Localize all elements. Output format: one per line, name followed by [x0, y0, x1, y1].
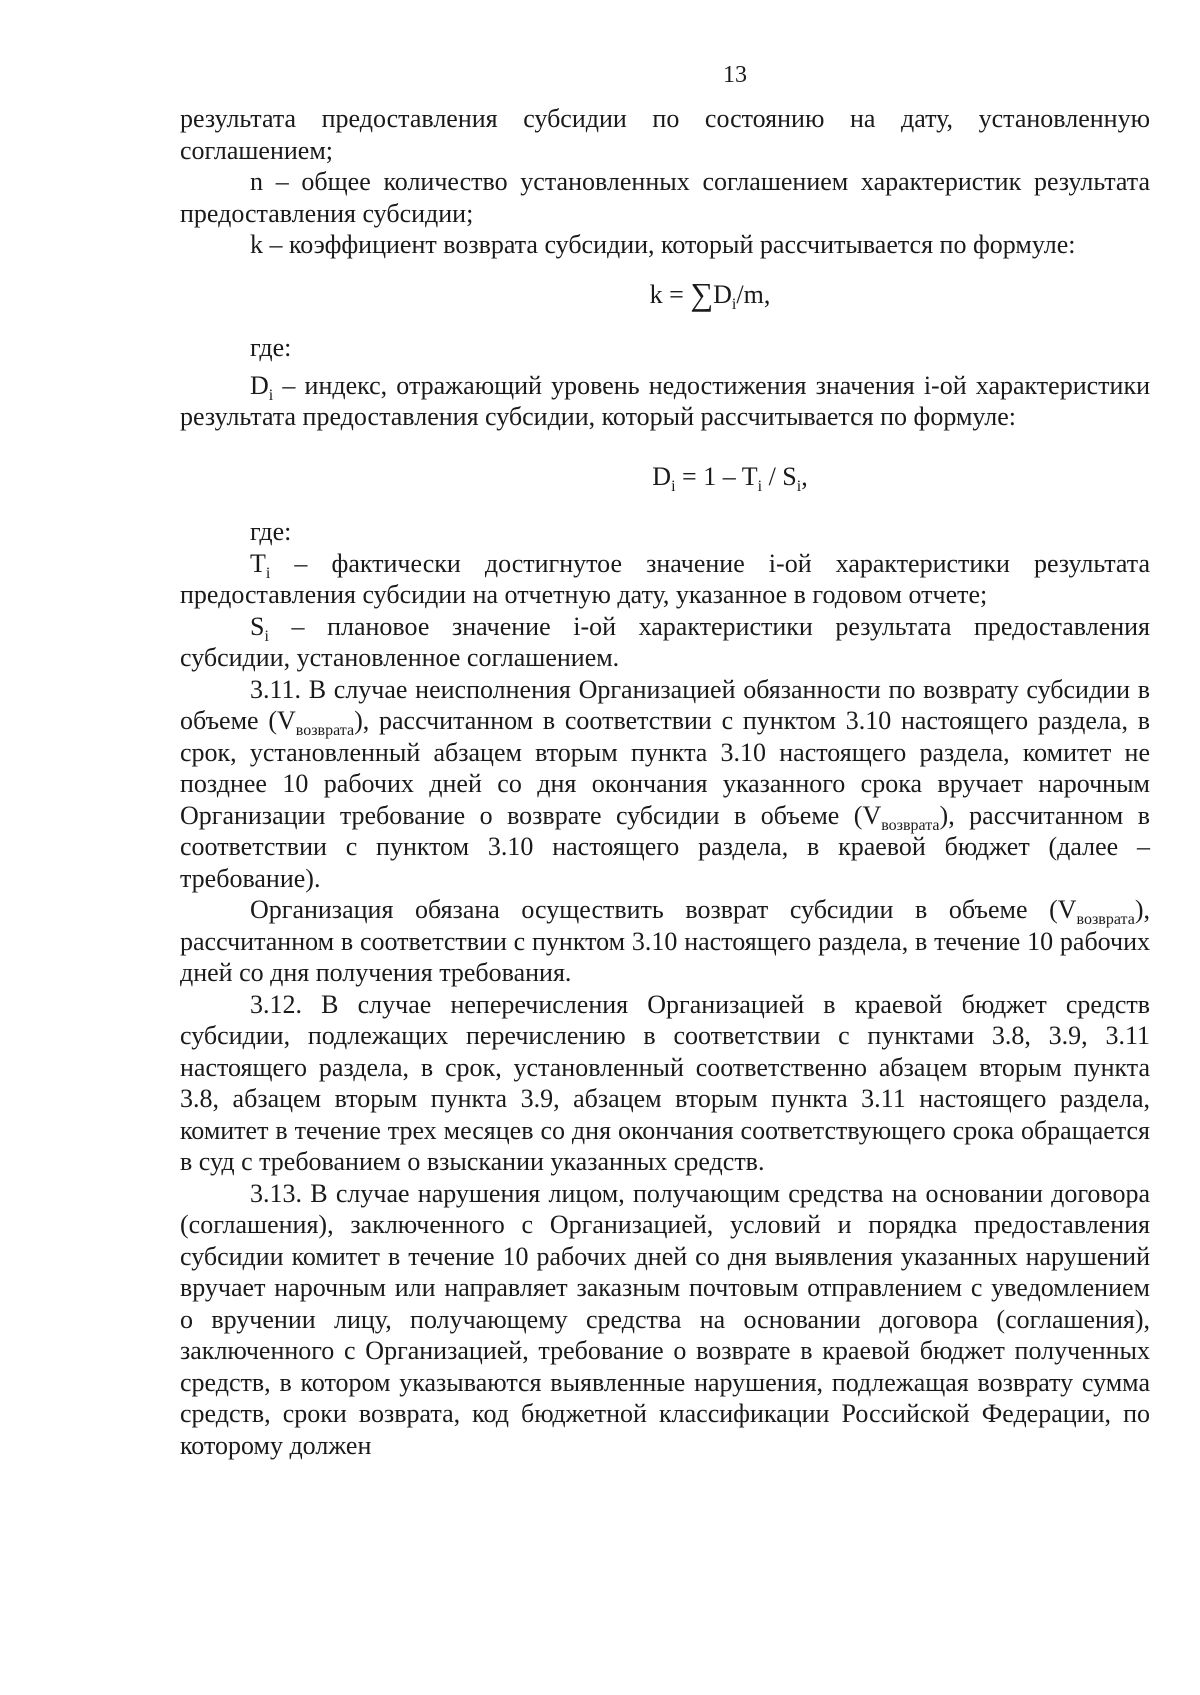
formula-k-d-sub: i — [731, 295, 737, 313]
d-symbol-sub: i — [268, 386, 274, 404]
paragraph-3-11 — [180, 674, 1150, 895]
formula-d-mid2: / S — [762, 461, 797, 491]
paragraph-s-definition — [180, 611, 1150, 674]
paragraph-k-definition: k – коэффициент возврата субсидии, который рассчитывается по формуле: — [250, 230, 1076, 259]
paragraph-d-definition — [180, 370, 1150, 433]
page-number: 13 — [723, 62, 747, 88]
paragraph-t-definition — [180, 548, 1150, 611]
p311-part-a: 3.11. В случае неисполнения Организацией обязанности по возврату субсидии в объеме (V — [180, 674, 1150, 735]
paragraph-n-definition: n – общее количество установленных соглашением характеристик результата предоставления субсидии; — [180, 167, 1150, 228]
s-symbol: S — [250, 611, 265, 641]
formula-k-lhs: k = — [649, 279, 691, 309]
formula-d-d: D — [652, 461, 672, 491]
p311-sub-2: возврата — [881, 816, 940, 834]
obligation-part-b: ), рассчитанном в соответствии с пунктом 3.10 настоящего раздела, в течение 10 рабочих дней со дня получения требования. — [180, 895, 1150, 987]
formula-k-rest: /m, — [736, 279, 771, 309]
p311-sub-1: возврата — [295, 722, 355, 740]
where-label-1: где: — [250, 333, 292, 362]
formula-d-t-sub: i — [757, 477, 763, 495]
where-label-2: где: — [250, 517, 292, 546]
paragraph-1: результата предоставления субсидии по состоянию на дату, установленную соглашением; — [180, 104, 1150, 165]
formula-d-s-sub: i — [796, 477, 802, 495]
obligation-part-a: Организация обязана осуществить возврат субсидии в объеме (V — [250, 895, 1077, 924]
paragraph-3-12: 3.12. В случае неперечисления Организацией в краевой бюджет средств субсидии, подлежащих перечислению в соответствии с пунктами 3.8, 3.9, 3.11 настоящего раздела, в срок, установленный соответственно абзацем вторым пункта 3.8, абзацем вторым пункта 3.9, абзацем вторым пункта 3.11 настоящего раздела, комитет в течение трех месяцев со дня окончания соответствующего срока обращается в суд с требованием о взыскании указанных средств. — [180, 989, 1150, 1176]
p311-part-b: ), рассчитанном в соответствии с пунктом 3.10 настоящего раздела, в срок, установленный абзацем вторым пункта 3.10 настоящего раздела, комитет не позднее 10 рабочих дней со дня окончания указанного срока вручает нарочным Организации требование о возврате субсидии в объеме (V — [180, 706, 1150, 830]
formula-d-d-sub: i — [671, 477, 676, 495]
s-definition-text: – плановое значение i-ой характеристики результата предоставления субсидии, установленное соглашением. — [180, 611, 1150, 672]
s-symbol-sub: i — [264, 627, 269, 645]
obligation-sub: возврата — [1076, 911, 1135, 929]
d-definition-text: – индекс, отражающий уровень недостижения значения i-ой характеристики результата предоставления субсидии, который рассчитывается по формуле: — [180, 370, 1150, 431]
formula-d — [180, 461, 1150, 493]
formula-d-mid: = 1 – T — [675, 461, 758, 491]
t-definition-text: – фактически достигнутое значение i-ой характеристики результата предоставления субсидии на отчетную дату, указанное в годовом отчете; — [180, 548, 1150, 609]
t-symbol: T — [250, 548, 266, 578]
formula-d-end: , — [801, 461, 808, 491]
sigma-symbol: ∑ — [690, 275, 714, 312]
formula-k-d: D — [713, 279, 732, 309]
p311-part-c: ), рассчитанном в соответствии с пунктом 3.10 настоящего раздела, в краевой бюджет (далее – требование). — [180, 800, 1151, 893]
d-symbol: D — [250, 370, 269, 400]
paragraph-obligation — [180, 894, 1150, 989]
paragraph-3-13: 3.13. В случае нарушения лицом, получающим средства на основании договора (соглашения), заключенного с Организацией, условий и порядка предоставления субсидии комитет в течение 10 рабочих дней со дня выявления указанных нарушений вручает нарочным или направляет заказным почтовым отправлением с уведомлением о вручении лицу, получающему средства на основании договора (соглашения), заключенного с Организацией, требование о возврате в краевой бюджет полученных средств, в котором указываются выявленные нарушения, подлежащая возврату сумма средств, сроки возврата, код бюджетной классификации Российской Федерации, по которому должен — [180, 1178, 1150, 1460]
t-symbol-sub: i — [265, 564, 271, 582]
formula-k — [180, 275, 1150, 313]
